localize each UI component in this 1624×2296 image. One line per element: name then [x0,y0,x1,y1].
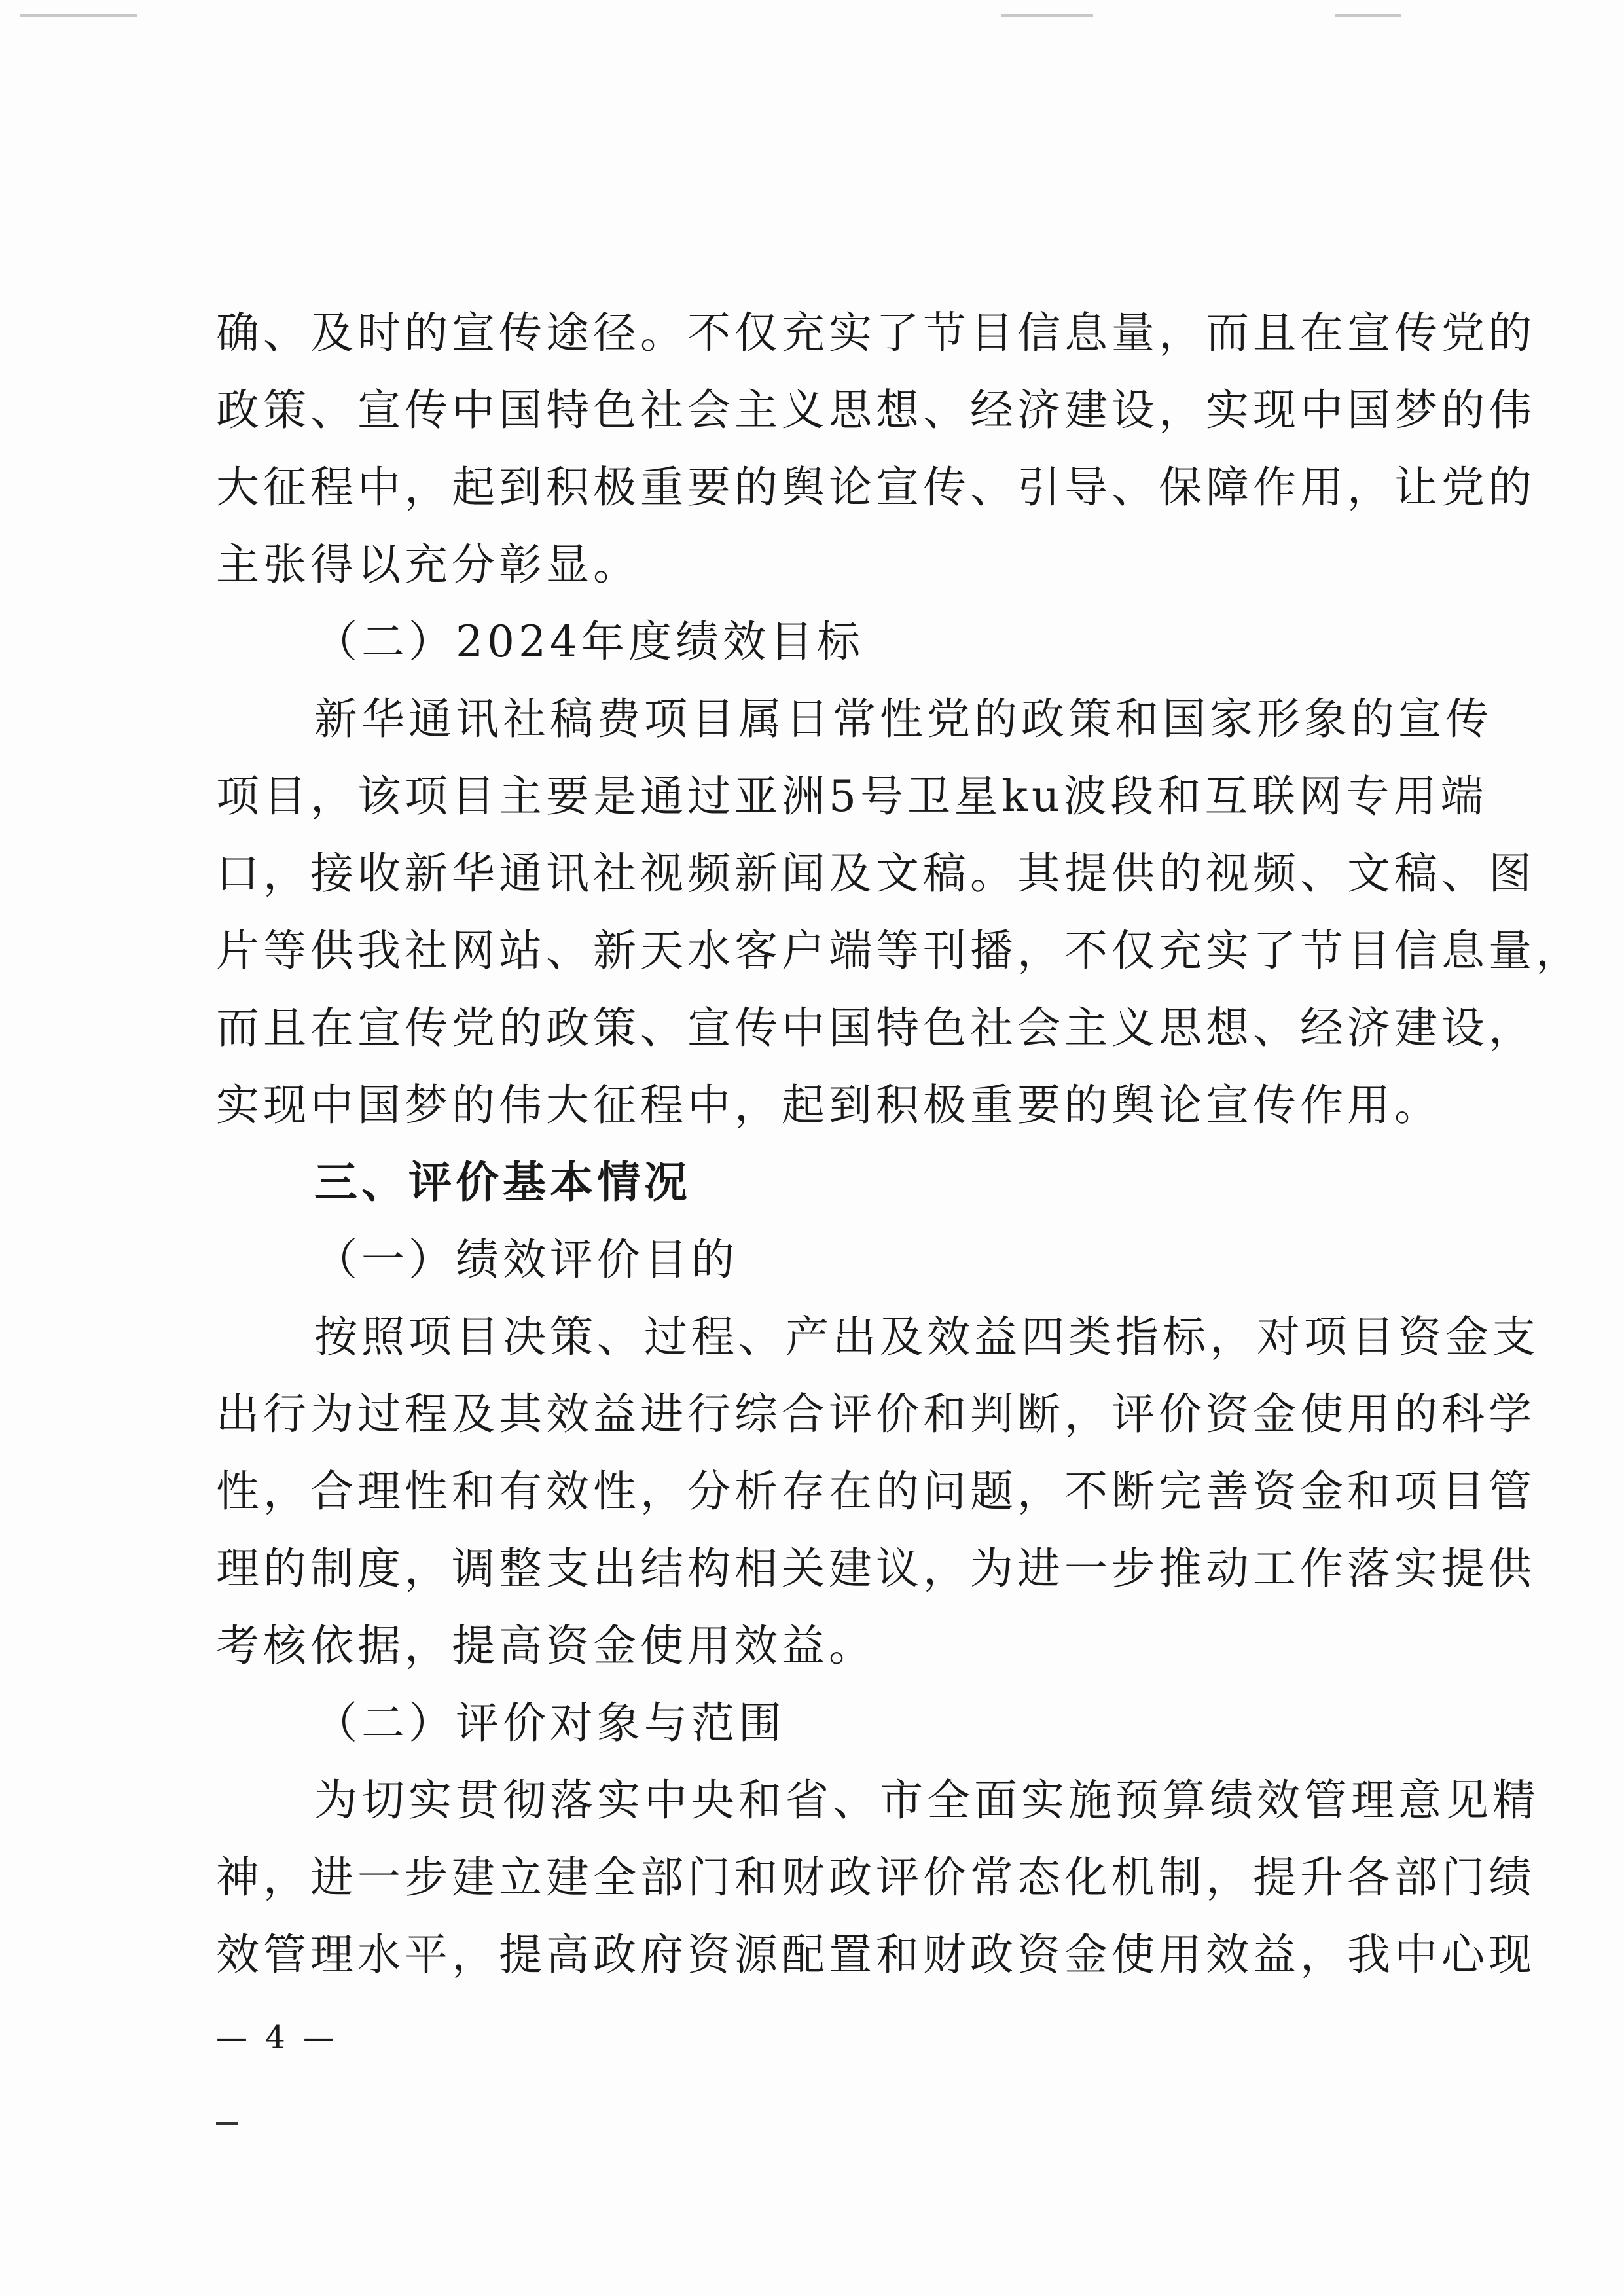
scan-artifact [20,14,137,17]
paragraph-evaluation-purpose [216,1299,1540,1685]
text-line: 为切实贯彻落实中央和省、市全面实施预算绩效管理意见精 [314,1775,1540,1825]
section-title-evaluation-scope: （二）评价对象与范围 [314,1698,785,1748]
paragraph-intro [216,295,1536,603]
text-line: 而且在宣传党的政策、宣传中国特色社会主义思想、经济建设， [216,1003,1536,1053]
text-line: 口，接收新华通讯社视频新闻及文稿。其提供的视频、文稿、图 [216,848,1536,899]
heading-evaluation-overview: 三、评价基本情况 [314,1157,691,1208]
document-body [216,295,1583,1994]
text-line: 新华通讯社稿费项目属日常性党的政策和国家形象的宣传 [314,694,1492,744]
scan-artifact [1001,14,1093,17]
text-line: 主张得以充分彰显。 [216,539,640,590]
paragraph-performance-goals [216,681,1583,1144]
section-title-evaluation-purpose: （一）绩效评价目的 [314,1234,738,1285]
text-line: 出行为过程及其效益进行综合评价和判断，评价资金使用的科学 [216,1389,1536,1439]
text-line: 理的制度，调整支出结构相关建议，为进一步推动工作落实提供 [216,1543,1536,1594]
text-line: 大征程中，起到积极重要的舆论宣传、引导、保障作用，让党的 [216,462,1536,512]
text-line: 性，合理性和有效性，分析存在的问题，不断完善资金和项目管 [216,1466,1536,1516]
text-line: 考核依据，提高资金使用效益。 [216,1621,876,1671]
text-line: 政策、宣传中国特色社会主义思想、经济建设，实现中国梦的伟 [216,385,1536,435]
text-line: 确、及时的宣传途径。不仅充实了节目信息量，而且在宣传党的 [216,308,1536,358]
text-line: 项目，该项目主要是通过亚洲5号卫星ku波段和互联网专用端 [216,771,1488,821]
text-line: 效管理水平，提高政府资源配置和财政资金使用效益，我中心现 [216,1929,1536,1980]
section-title-performance-goals: （二）2024年度绩效目标 [314,617,864,667]
text-line: 片等供我社网站、新天水客户端等刊播，不仅充实了节目信息量， [216,925,1583,976]
scan-artifact [1335,14,1401,17]
page-number: — 4 — [216,2019,339,2056]
scan-artifact-dash [216,2122,238,2125]
text-line: 按照项目决策、过程、产出及效益四类指标，对项目资金支 [314,1312,1540,1362]
text-line: 神，进一步建立建全部门和财政评价常态化机制，提升各部门绩 [216,1852,1536,1903]
text-line: 实现中国梦的伟大征程中，起到积极重要的舆论宣传作用。 [216,1080,1441,1130]
paragraph-evaluation-scope [216,1762,1540,1994]
